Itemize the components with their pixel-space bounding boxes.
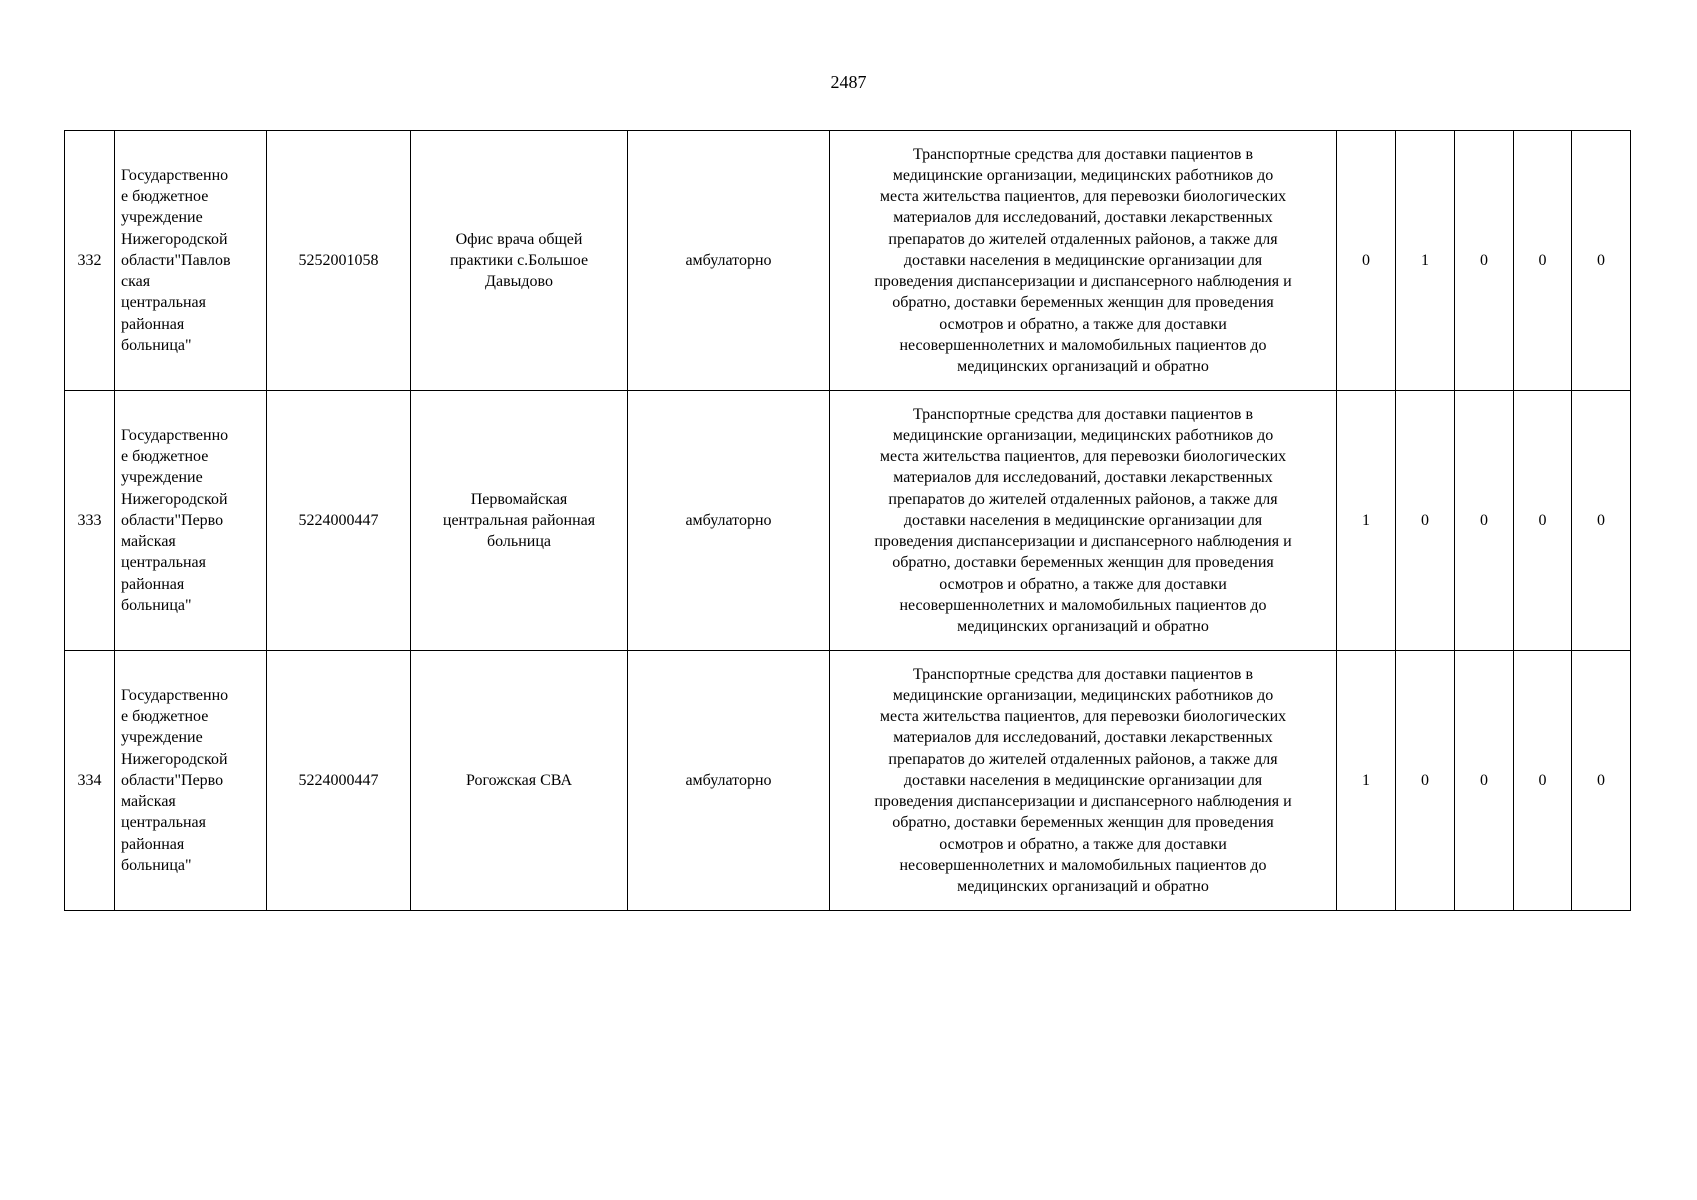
organization-line: ская (121, 273, 151, 291)
count-cell: 0 (1514, 131, 1572, 391)
division-line: практики с.Большое (449, 251, 589, 269)
organization-line: центральная (121, 554, 206, 572)
organization-line: Нижегородской (121, 490, 228, 508)
organization-line: районная (121, 575, 185, 593)
count-cell: 1 (1337, 391, 1396, 651)
count-cell: 0 (1572, 651, 1631, 911)
count-cell: 1 (1337, 651, 1396, 911)
count-cell: 0 (1337, 131, 1396, 391)
vehicle-description-cell (830, 131, 1337, 391)
description-line: медицинские организации, медицинских работников до (892, 427, 1274, 445)
division-line: Рогожская СВА (465, 771, 572, 789)
count-cell: 0 (1396, 391, 1455, 651)
count-cell: 0 (1572, 131, 1631, 391)
description-line: несовершеннолетних и маломобильных пациентов до (899, 856, 1267, 874)
description-line: доставки населения в медицинские организации для (903, 771, 1263, 789)
division-cell (411, 651, 628, 911)
description-line: места жительства пациентов, для перевозки биологических (879, 448, 1287, 466)
organization-line: центральная (121, 814, 206, 832)
description-line: препаратов до жителей отдаленных районов, а также для (888, 750, 1278, 768)
organization-line: е бюджетное (121, 448, 209, 466)
row-number-cell: 334 (65, 651, 115, 911)
organization-line: е бюджетное (121, 708, 209, 726)
count-cell: 0 (1455, 651, 1514, 911)
table-row (65, 131, 1631, 391)
care-condition-cell: амбулаторно (628, 651, 830, 911)
organization-line: Государственно (121, 167, 229, 185)
description-line: места жительства пациентов, для перевозки биологических (879, 708, 1287, 726)
organization-line: области"Перво (121, 771, 224, 789)
vehicle-description-cell (830, 651, 1337, 911)
table-row (65, 651, 1631, 911)
organization-line: Нижегородской (121, 750, 228, 768)
description-line: проведения диспансеризации и диспансерного наблюдения и (874, 533, 1292, 551)
organization-line: Государственно (121, 427, 229, 445)
description-line: осмотров и обратно, а также для доставки (939, 575, 1227, 593)
count-cell: 0 (1396, 651, 1455, 911)
count-cell: 0 (1514, 651, 1572, 911)
description-line: несовершеннолетних и маломобильных пациентов до (899, 336, 1267, 354)
description-line: доставки населения в медицинские организации для (903, 511, 1263, 529)
division-line: больница (487, 533, 551, 551)
count-cell: 0 (1455, 391, 1514, 651)
division-line: Давыдово (485, 273, 553, 291)
division-cell (411, 391, 628, 651)
count-cell: 1 (1396, 131, 1455, 391)
description-line: осмотров и обратно, а также для доставки (939, 315, 1227, 333)
organization-cell (115, 131, 267, 391)
organization-cell (115, 391, 267, 651)
organization-line: области"Перво (121, 511, 224, 529)
organization-line: е бюджетное (121, 188, 209, 206)
description-line: осмотров и обратно, а также для доставки (939, 835, 1227, 853)
organization-line: Государственно (121, 687, 229, 705)
description-line: препаратов до жителей отдаленных районов, а также для (888, 490, 1278, 508)
description-line: обратно, доставки беременных женщин для проведения (892, 294, 1274, 312)
row-number-cell: 332 (65, 131, 115, 391)
inn-cell: 5224000447 (267, 651, 411, 911)
description-line: проведения диспансеризации и диспансерного наблюдения и (874, 793, 1292, 811)
description-line: Транспортные средства для доставки пациентов в (912, 405, 1253, 423)
page-number: 2487 (830, 72, 867, 92)
organization-line: майская (121, 533, 176, 551)
organization-line: больница" (121, 336, 192, 354)
description-line: медицинские организации, медицинских работников до (892, 687, 1274, 705)
description-line: медицинские организации, медицинских работников до (892, 167, 1274, 185)
description-line: несовершеннолетних и маломобильных пациентов до (899, 596, 1267, 614)
description-line: медицинских организаций и обратно (957, 877, 1209, 895)
description-line: Транспортные средства для доставки пациентов в (912, 665, 1253, 683)
description-line: обратно, доставки беременных женщин для проведения (892, 554, 1274, 572)
division-line: центральная районная (442, 511, 596, 529)
organization-line: районная (121, 315, 185, 333)
description-line: материалов для исследований, доставки лекарственных (893, 209, 1273, 227)
organization-line: майская (121, 793, 176, 811)
description-line: материалов для исследований, доставки лекарственных (893, 729, 1273, 747)
organization-line: учреждение (121, 469, 203, 487)
table-body (65, 131, 1631, 911)
count-cell: 0 (1455, 131, 1514, 391)
description-line: обратно, доставки беременных женщин для проведения (892, 814, 1274, 832)
description-line: Транспортные средства для доставки пациентов в (912, 145, 1253, 163)
description-line: материалов для исследований, доставки лекарственных (893, 469, 1273, 487)
care-condition-cell: амбулаторно (628, 131, 830, 391)
organization-line: Нижегородской (121, 230, 228, 248)
inn-cell: 5224000447 (267, 391, 411, 651)
inn-cell: 5252001058 (267, 131, 411, 391)
table-row (65, 391, 1631, 651)
care-condition-cell: амбулаторно (628, 391, 830, 651)
division-line: Офис врача общей (455, 230, 583, 248)
count-cell: 0 (1572, 391, 1631, 651)
vehicle-description-cell (830, 391, 1337, 651)
organization-line: районная (121, 835, 185, 853)
description-line: медицинских организаций и обратно (957, 357, 1209, 375)
description-line: доставки населения в медицинские организации для (903, 251, 1263, 269)
division-cell (411, 131, 628, 391)
organization-line: учреждение (121, 729, 203, 747)
row-number-cell: 333 (65, 391, 115, 651)
organization-cell (115, 651, 267, 911)
description-line: медицинских организаций и обратно (957, 617, 1209, 635)
organization-line: учреждение (121, 209, 203, 227)
organization-line: больница" (121, 596, 192, 614)
organization-line: центральная (121, 294, 206, 312)
organization-line: области"Павлов (121, 251, 231, 269)
vehicles-table (64, 130, 1631, 911)
count-cell: 0 (1514, 391, 1572, 651)
description-line: препаратов до жителей отдаленных районов, а также для (888, 230, 1278, 248)
description-line: места жительства пациентов, для перевозки биологических (879, 188, 1287, 206)
description-line: проведения диспансеризации и диспансерного наблюдения и (874, 273, 1292, 291)
division-line: Первомайская (470, 490, 568, 508)
organization-line: больница" (121, 856, 192, 874)
